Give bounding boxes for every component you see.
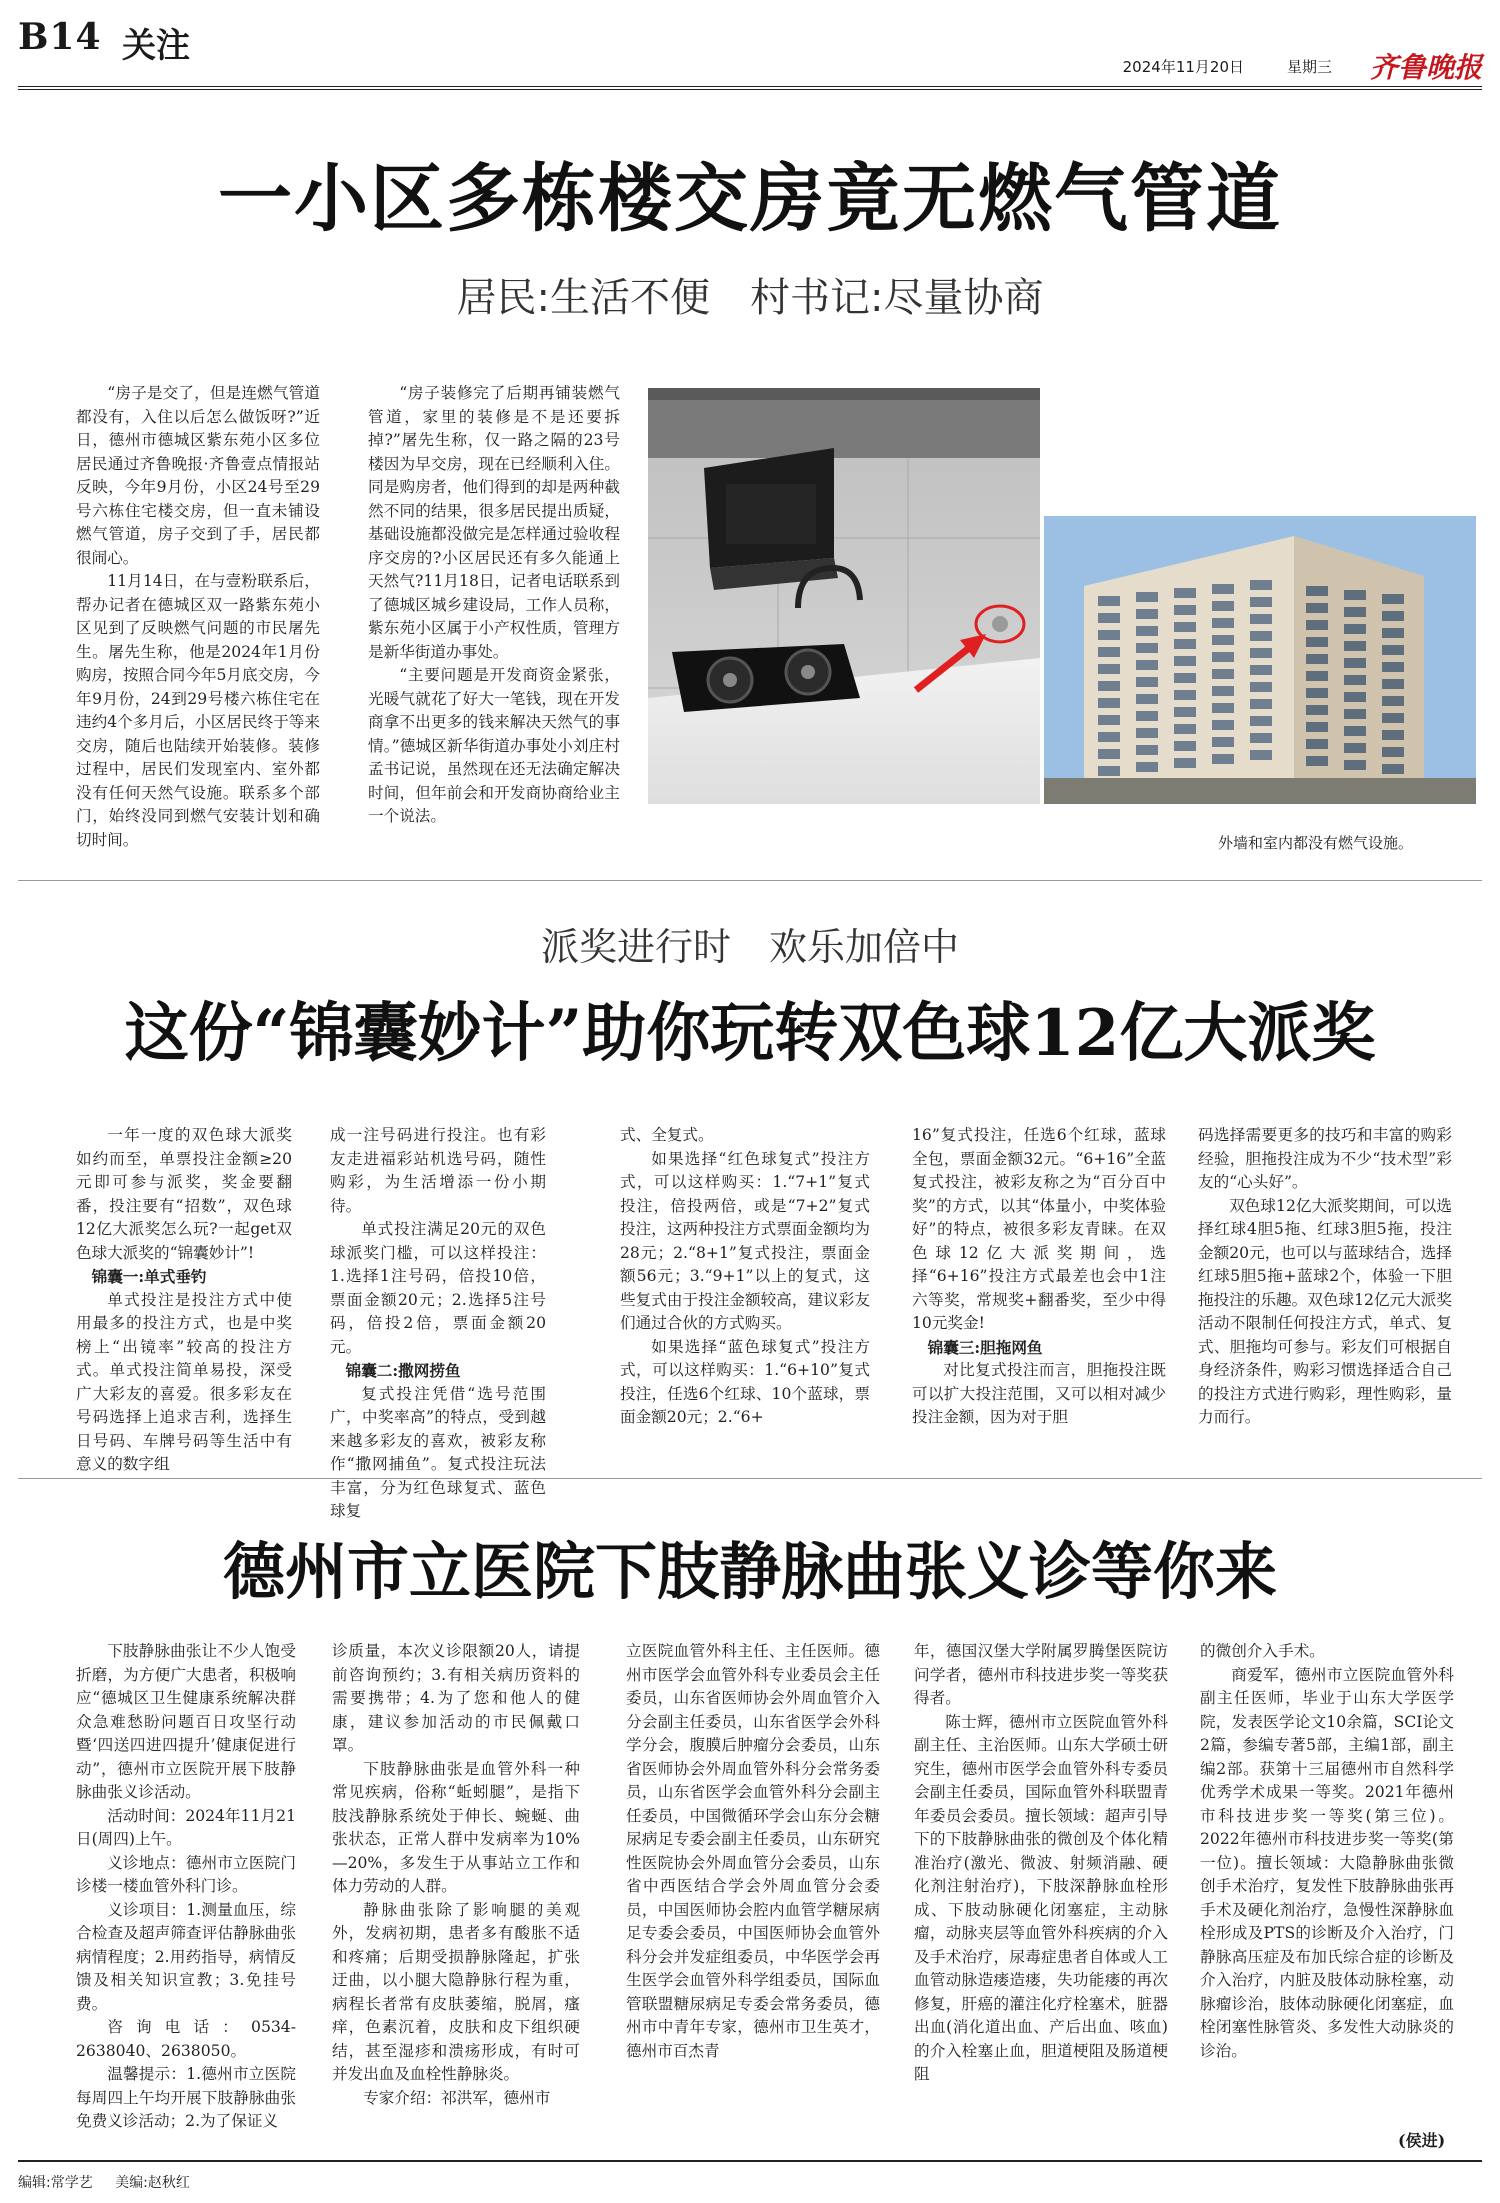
building-photo: [1044, 516, 1476, 804]
paragraph: 单式投注满足20元的双色球派奖门槛，可以这样投注：1.选择1注号码，倍投10倍，票面金额20元；2.选择5注号码，倍投2倍，票面金额20元。: [330, 1220, 546, 1356]
paragraph: “房子装修完了后期再铺装燃气管道，家里的装修是不是还要拆掉?”屠先生称，仅一路之隔的23号楼因为早交房，现在已经顺利入住。同是购房者，他们得到的却是两种截然不同的结果，很多居民提出质疑，基础设施都没做完是怎样通过验收程序交房的?小区居民还有多久能通上天然气?11月18日，记者电话联系到了德城区城乡建设局，工作人员称，紫东苑小区属于小产权性质，管理方是新华街道办事处。: [368, 384, 620, 661]
article3-column-1: [76, 1640, 296, 2160]
paragraph: 双色球12亿大派奖期间，可以选择红球4胆5拖、红球3胆5拖，投注金额20元，也可以与蓝球结合，选择红球5胆5拖+蓝球2个，体验一下胆拖投注的乐趣。双色球12亿元大派奖活动不限制任何投注方式，单式、复式、胆拖均可参与。彩友们可根据自身经济条件，购彩习惯选择适合自己的投注方式进行购彩，理性购彩，量力而行。: [1198, 1196, 1452, 1426]
article1-headline: 一小区多栋楼交房竟无燃气管道: [218, 156, 1282, 242]
article2-headline: 这份“锦囊妙计”助你玩转双色球12亿大派奖: [124, 996, 1376, 1071]
article1-subtitle: 居民:生活不便 村书记:尽量协商: [456, 275, 1044, 321]
article1-column-2: [368, 382, 620, 852]
paragraph: 咨询电话：0534-2638040、2638050。: [76, 2018, 296, 2060]
masthead: [18, 10, 1482, 90]
paragraph: 静脉曲张除了影响腿的美观外，发病初期，患者多有酸胀不适和疼痛；后期受损静脉隆起，扩张迂曲，以小腿大隐静脉行程为重，病程长者常有皮肤萎缩，脱屑，瘙痒，色素沉着，皮肤和皮下组织硬结，甚至湿疹和溃疡形成，有时可并发出血及血栓性静脉炎。: [332, 1900, 580, 2083]
paragraph: 下肢静脉曲张是血管外科一种常见疾病，俗称“蚯蚓腿”，是指下肢浅静脉系统处于伸长、蜿蜒、曲张状态，正常人群中发病率为10%—20%，多发生于从事站立工作和体力劳动的人群。: [332, 1759, 580, 1895]
paragraph: 一年一度的双色球大派奖如约而至，单票投注金额≥20元即可参与派奖，奖金要翻番，投注要有“招数”，双色球12亿大派奖怎么玩?一起get双色球大派奖的“锦囊妙计”!: [76, 1126, 292, 1262]
paragraph: 式、全复式。: [620, 1126, 714, 1144]
paragraph: 年，德国汉堡大学附属罗腾堡医院访问学者，德州市科技进步奖一等奖获得者。: [914, 1642, 1168, 1707]
article2-column-2: [330, 1124, 546, 1520]
article1-column-1: [76, 382, 320, 852]
paragraph: 义诊地点：德州市立医院门诊楼一楼血管外科门诊。: [76, 1853, 296, 1895]
paragraph: 复式投注凭借“选号范围广，中奖率高”的特点，受到越来越多彩友的喜欢，被彩友称作“撒网捕鱼”。复式投注玩法丰富，分为红色球复式、蓝色球复: [330, 1384, 546, 1520]
paragraph: 商爱军，德州市立医院血管外科副主任医师，毕业于山东大学医学院，发表医学论文10余篇，SCI论文2篇，参编专著5部，主编1部，副主编2部。获第十三届德州市自然科学优秀学术成果一等奖。2021年德州市科技进步奖一等奖(第三位)。2022年德州市科技进步奖一等奖(第一位)。擅长领域：大隐静脉曲张微创手术治疗，复发性下肢静脉曲张再手术及硬化剂治疗，急慢性深静脉血栓形成及PTS的诊断及介入治疗，门静脉高压症及布加氏综合症的诊断及介入治疗，内脏及肢体动脉栓塞，动脉瘤诊治，肢体动脉硬化闭塞症，血栓闭塞性脉管炎、多发性大动脉炎的诊治。: [1200, 1665, 1454, 2060]
paper-name-logo: 齐鲁晚报: [1369, 51, 1482, 84]
paragraph: 立医院血管外科主任、主任医师。德州市医学会血管外科专业委员会主任委员，山东省医师协会外周血管介入分会副主任委员，山东省医学会外科学分会，腹膜后肿瘤分会委员，山东省医师协会外周血管外科分会常务委员，山东省医学会血管外科分会副主任委员，中国微循环学会山东分会糖尿病足专委会副主任委员，山东研究性医院协会外周血管分会委员，山东省中西医结合学会外周血管分会委员，中国医师协会腔内血管学糖尿病足专委会委员，中国医师协会血管外科分会并发症组委员，中华医学会再生医学会血管外科学组委员，国际血管联盟糖尿病足专委会常务委员，德州市中青年专家，德州市卫生英才，德州市百杰青: [626, 1642, 880, 2060]
article2-column-4: [912, 1124, 1166, 1454]
paragraph: 的微创介入手术。: [1200, 1642, 1325, 1660]
paragraph: 活动时间：2024年11月21日(周四)上午。: [76, 1806, 296, 1848]
paragraph: 陈士辉，德州市立医院血管外科副主任、主治医师。山东大学硕士研究生，德州市医学会血管外科专委员会副主任委员，国际血管外科联盟青年委员会委员。擅长领域：超声引导下的下肢静脉曲张的微创及个体化精准治疗(激光、微波、射频消融、硬化剂注射治疗)，下肢深静脉血栓形成、下肢动脉硬化闭塞症，主动脉瘤，动脉夹层等血管外科疾病的介入及手术治疗，尿毒症患者自体或人工血管动脉造瘘造瘘，失功能瘘的再次修复，肝癌的灌注化疗栓塞术，脏器出血(消化道出血、产后出血、咳血)的介入栓塞止血，胆道梗阻及肠道梗阻: [914, 1712, 1168, 2083]
subheading: 锦囊三:胆拖网鱼: [927, 1337, 1043, 1357]
paragraph: 16”复式投注，任选6个红球，蓝球全包，票面金额32元。“6+16”全蓝复式投注，被彩友称之为“百分百中奖”的方式，以其“体量小，中奖体验好”的特点，被很多彩友青睐。在双色球12亿大派奖期间，选择“6+16”投注方式最差也会中1注六等奖，常规奖+翻番奖，至少中得10元奖金!: [912, 1126, 1166, 1332]
divider-line: [18, 880, 1482, 881]
paragraph: 码选择需要更多的技巧和丰富的购彩经验，胆拖投注成为不少“技术型”彩友的“心头好”。: [1198, 1126, 1452, 1191]
designer-credit: 美编:赵秋红: [115, 2175, 190, 2191]
issue-weekday: 星期三: [1286, 58, 1332, 76]
paragraph: 如果选择“蓝色球复式”投注方式，可以这样购买：1.“6+10”复式投注，任选6个红球、10个蓝球，票面金额20元；2.“6+: [620, 1337, 870, 1426]
article2-column-5: [1198, 1124, 1452, 1454]
paragraph: 11月14日，在与壹粉联系后，帮办记者在德城区双一路紫东苑小区见到了反映燃气问题的市民屠先生。屠先生称，他是2024年1月份购房，按照合同今年5月底交房，今年9月份，24到29号楼六栋住宅在违约4个多月后，小区居民终于等来交房，随后也陆续开始装修。装修过程中，居民们发现室内、室外都没有任何天然气设施。联系多个部门，始终没同到燃气安装计划和确切时间。: [76, 572, 320, 849]
paragraph: 专家介绍：祁洪军，德州市: [363, 2088, 551, 2107]
paragraph: 诊质量，本次义诊限额20人，请提前咨询预约；3.有相关病历资料的需要携带；4.为了您和他人的健康，建议参加活动的市民佩戴口罩。: [332, 1642, 580, 1754]
paragraph: 下肢静脉曲张让不少人饱受折磨，为方便广大患者，积极响应“德城区卫生健康系统解决群众急难愁盼问题百日攻坚行动暨‘四送四进四提升’健康促进行动”，德州市立医院开展下肢静脉曲张义诊活动。: [76, 1642, 296, 1801]
article3-column-2: [332, 1640, 580, 2160]
article3-column-3: [626, 1640, 880, 2160]
article2-kicker: 派奖进行时 欢乐加倍中: [540, 925, 959, 969]
article3-column-4: [914, 1640, 1168, 2160]
subheading: 锦囊二:撒网捞鱼: [345, 1361, 461, 1380]
photo-caption: 外墙和室内都没有燃气设施。: [1218, 834, 1414, 852]
article3-headline: 德州市立医院下肢静脉曲张义诊等你来: [222, 1535, 1277, 1608]
article3-column-5: [1200, 1640, 1454, 2128]
article2-column-3: [620, 1124, 870, 1454]
article2-column-1: [76, 1124, 292, 1473]
divider-line: [18, 1478, 1482, 1479]
editor-credit: 编辑:常学艺: [18, 2175, 93, 2191]
paragraph: 如果选择“红色球复式”投注方式，可以这样购买：1.“7+1”复式投注，倍投两倍，或是“7+2”复式投注，这两种投注方式票面金额均为28元；2.“8+1”复式投注，票面金额56元；3.“9+1”以上的复式，这些复式由于投注金额较高，建议彩友们通过合伙的方式购买。: [620, 1149, 870, 1332]
paragraph: 温馨提示：1.德州市立医院每周四上午均开展下肢静脉曲张免费义诊活动；2.为了保证义: [76, 2065, 296, 2130]
page-footer: [18, 2160, 1482, 2192]
author-byline: (侯进): [1398, 2131, 1446, 2150]
paragraph: 义诊项目：1.测量血压，综合检查及超声筛查评估静脉曲张病情程度；2.用药指导，病情反馈及相关知识宣教；3.免挂号费。: [76, 1900, 296, 2013]
kitchen-photo: [648, 388, 1040, 804]
page-code: B14: [18, 16, 102, 58]
paragraph: “主要问题是开发商资金紧张，光暖气就花了好大一笔钱，现在开发商拿不出更多的钱来解决天然气的事情。”德城区新华街道办事处小刘庄村孟书记说，虽然现在还无法确定解决时间，但年前会和开发商协商给业主一个说法。: [368, 666, 620, 825]
issue-date: 2024年11月20日: [1122, 58, 1244, 76]
subheading: 锦囊一:单式垂钓: [91, 1267, 207, 1286]
paragraph: 对比复式投注而言，胆拖投注既可以扩大投注范围，又可以相对减少投注金额，因为对于胆: [912, 1361, 1166, 1426]
paragraph: 成一注号码进行投注。也有彩友走进福彩站机选号码，随性购彩，为生活增添一份小期待。: [330, 1126, 546, 1215]
section-name: 关注: [122, 26, 190, 66]
paragraph: 单式投注是投注方式中使用最多的投注方式，也是中奖榜上“出镜率”较高的投注方式。单式投注简单易投，深受广大彩友的喜爱。很多彩友在号码选择上追求吉利，选择生日号码、车牌号码等生活中有意义的数字组: [76, 1290, 292, 1473]
paragraph: “房子是交了，但是连燃气管道都没有，入住以后怎么做饭呀?”近日，德州市德城区紫东苑小区多位居民通过齐鲁晚报·齐鲁壹点情报站反映，今年9月份，小区24号至29号六栋住宅楼交房，但一直未铺设燃气管道，房子交到了手，居民都很闹心。: [76, 384, 320, 567]
